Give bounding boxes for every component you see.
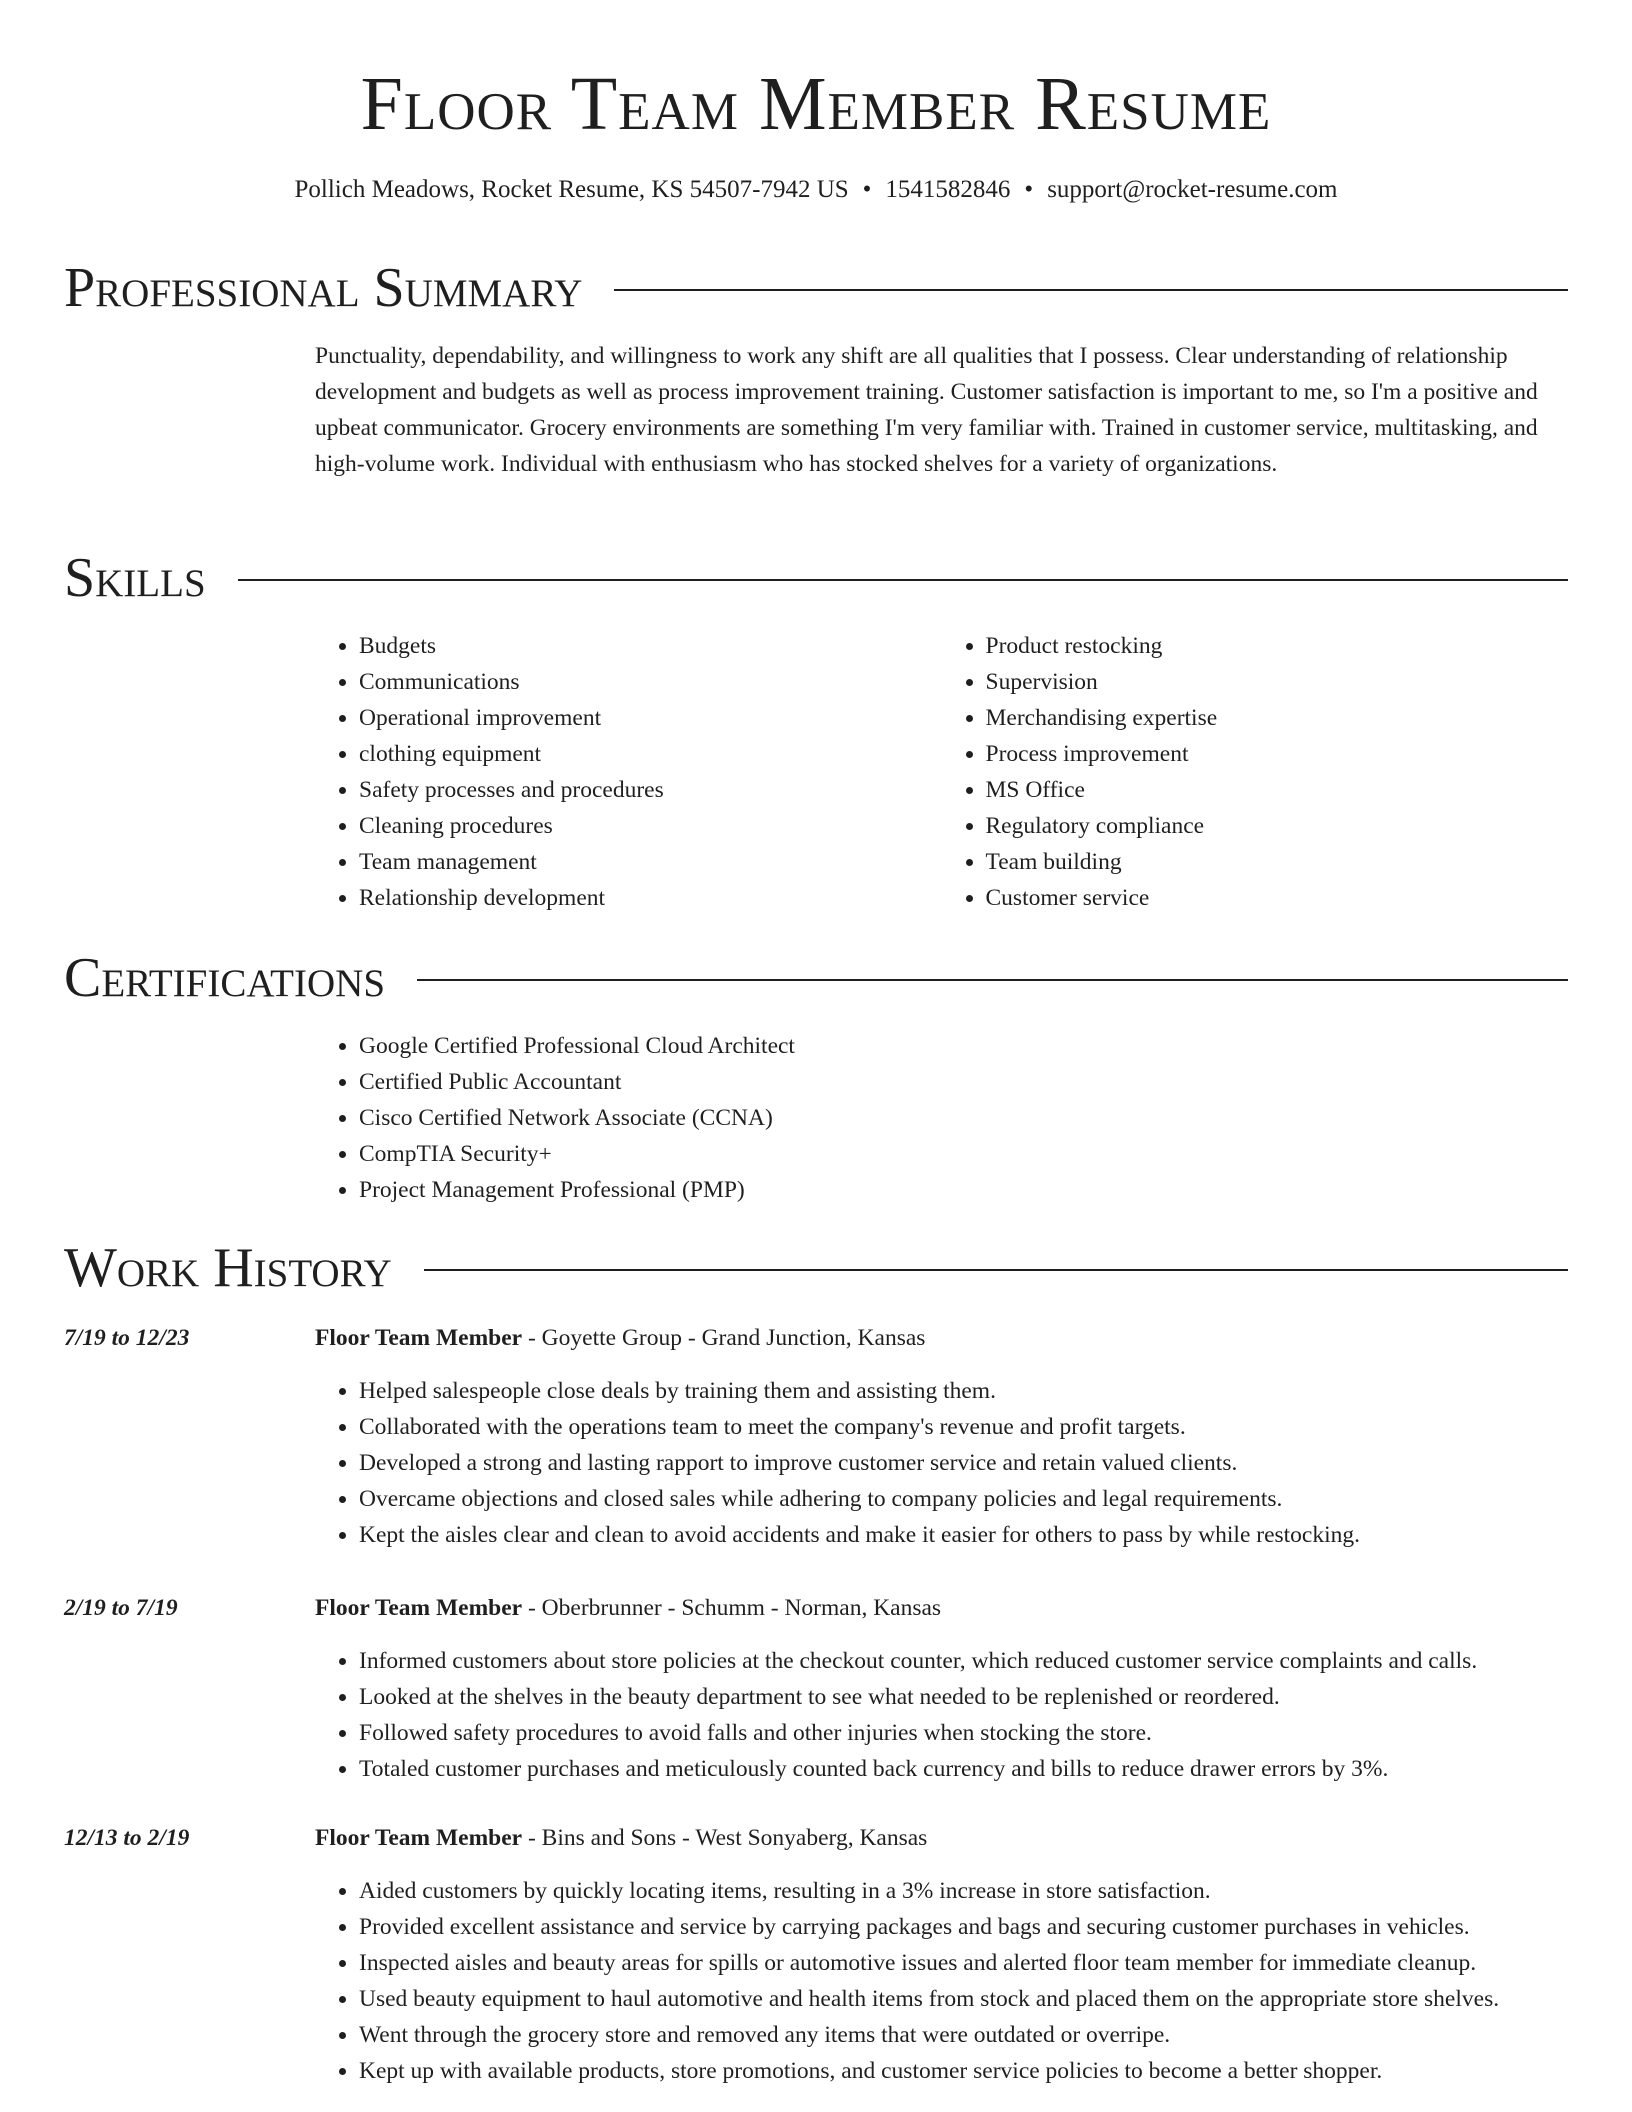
job-details: - Goyette Group - Grand Junction, Kansas [522,1325,926,1351]
job-bullet: • Provided excellent assistance and service by carrying packages and bags and securing customer purchases in vehicles. [359,1909,1612,1945]
skills-list-left [315,628,942,916]
job-dates: 2/19 to 7/19 [64,1595,178,1621]
job-bullet: • Totaled customer purchases and meticulously counted back currency and bills to reduce drawer errors by 3%. [359,1751,1612,1787]
skill-item: • Budgets [359,628,942,664]
job-dates: 7/19 to 12/23 [64,1325,190,1351]
contact-separator: • [1024,176,1034,203]
skill-item: • Process improvement [986,736,1569,772]
job-bullet: • Developed a strong and lasting rapport to improve customer service and retain valued clients. [359,1445,1612,1481]
certifications-body [315,1028,1568,1208]
job-bullet: • Looked at the shelves in the beauty department to see what needed to be replenished or reordered. [359,1679,1612,1715]
summary-text: Punctuality, dependability, and willingness to work any shift are all qualities that I possess. Clear understanding of relationship development and budgets as well as process improvement training. Customer satisfaction is important to me, so I'm a positive and upbeat communicator. Grocery environments are something I'm very familiar with. Trained in customer service, multitasking, and high-volume work. Individual with enthusiasm who has stocked shelves for a variety of organizations. [315,343,1538,477]
work-history-heading: Work History [64,1237,392,1299]
job-bullet: • Collaborated with the operations team to meet the company's revenue and profit targets. [359,1409,1612,1445]
job-bullet: • Overcame objections and closed sales while adhering to company policies and legal requirements. [359,1481,1612,1517]
skill-item: • clothing equipment [359,736,942,772]
summary-section-header [64,256,1568,320]
skill-item: • Safety processes and procedures [359,772,942,808]
job-bullet: • Kept up with available products, store promotions, and customer service policies to become a better shopper. [359,2053,1612,2089]
skill-item: • Operational improvement [359,700,942,736]
section-divider [238,579,1568,581]
job-bullet: • Aided customers by quickly locating items, resulting in a 3% increase in store satisfaction. [359,1873,1612,1909]
skill-item: • Product restocking [986,628,1569,664]
summary-heading: Professional Summary [64,257,583,319]
job-dates: 12/13 to 2/19 [64,1825,190,1851]
skills-section-header [64,546,1568,610]
certification-item: • Project Management Professional (PMP) [359,1172,1568,1208]
job-details: - Oberbrunner - Schumm - Norman, Kansas [522,1595,942,1621]
job-bullets [315,1373,1612,1553]
job-bullet: • Inspected aisles and beauty areas for spills or automotive issues and alerted floor team member for immediate cleanup. [359,1945,1612,1981]
skill-item: • Customer service [986,880,1569,916]
contact-phone: 1541582846 [885,176,1011,203]
section-divider [614,289,1568,291]
section-divider [417,979,1568,981]
skill-item: • Merchandising expertise [986,700,1569,736]
job-bullet: • Helped salespeople close deals by training them and assisting them. [359,1373,1612,1409]
skill-item: • Supervision [986,664,1569,700]
job-title: Floor Team Member [315,1595,523,1621]
job-bullets [315,1643,1612,1787]
certifications-section-header [64,946,1568,1010]
contact-address: Pollich Meadows, Rocket Resume, KS 54507-7942 US [294,176,849,203]
skill-item: • Relationship development [359,880,942,916]
certification-item: • Google Certified Professional Cloud Architect [359,1028,1568,1064]
certification-item: • CompTIA Security+ [359,1136,1568,1172]
contact-line [64,174,1568,206]
job-bullet: • Followed safety procedures to avoid falls and other injuries when stocking the store. [359,1715,1612,1751]
certification-item: • Certified Public Accountant [359,1064,1568,1100]
job-bullet: • Used beauty equipment to haul automotive and health items from stock and placed them on the appropriate store shelves. [359,1981,1612,2017]
certifications-list [315,1028,1568,1208]
resume-title: Floor Team Member Resume [360,62,1272,146]
certifications-heading: Certifications [64,947,386,1009]
skill-item: • Regulatory compliance [986,808,1569,844]
job-bullets [315,1873,1612,2089]
section-divider [424,1269,1568,1271]
job-heading [315,1820,927,1856]
resume-page [64,0,1568,2084]
skills-list-right [942,628,1569,916]
certification-item: • Cisco Certified Network Associate (CCNA) [359,1100,1568,1136]
skills-heading: Skills [64,547,206,609]
job-bullet: • Informed customers about store policies at the checkout counter, which reduced customer service complaints and calls. [359,1643,1612,1679]
contact-separator: • [862,176,872,203]
skills-grid [315,628,1568,916]
skill-item: • Communications [359,664,942,700]
skill-item: • Cleaning procedures [359,808,942,844]
contact-email: support@rocket-resume.com [1047,176,1338,203]
skill-item: • Team building [986,844,1569,880]
skill-item: • Team management [359,844,942,880]
job-bullet: • Went through the grocery store and removed any items that were outdated or overripe. [359,2017,1612,2053]
job-title: Floor Team Member [315,1825,523,1851]
job-title: Floor Team Member [315,1325,523,1351]
work-history-section-header [64,1236,1568,1300]
job-details: - Bins and Sons - West Sonyaberg, Kansas [522,1825,928,1851]
skill-item: • MS Office [986,772,1569,808]
job-heading [315,1320,925,1356]
job-bullet: • Kept the aisles clear and clean to avoid accidents and make it easier for others to pass by while restocking. [359,1517,1612,1553]
job-heading [315,1590,941,1626]
